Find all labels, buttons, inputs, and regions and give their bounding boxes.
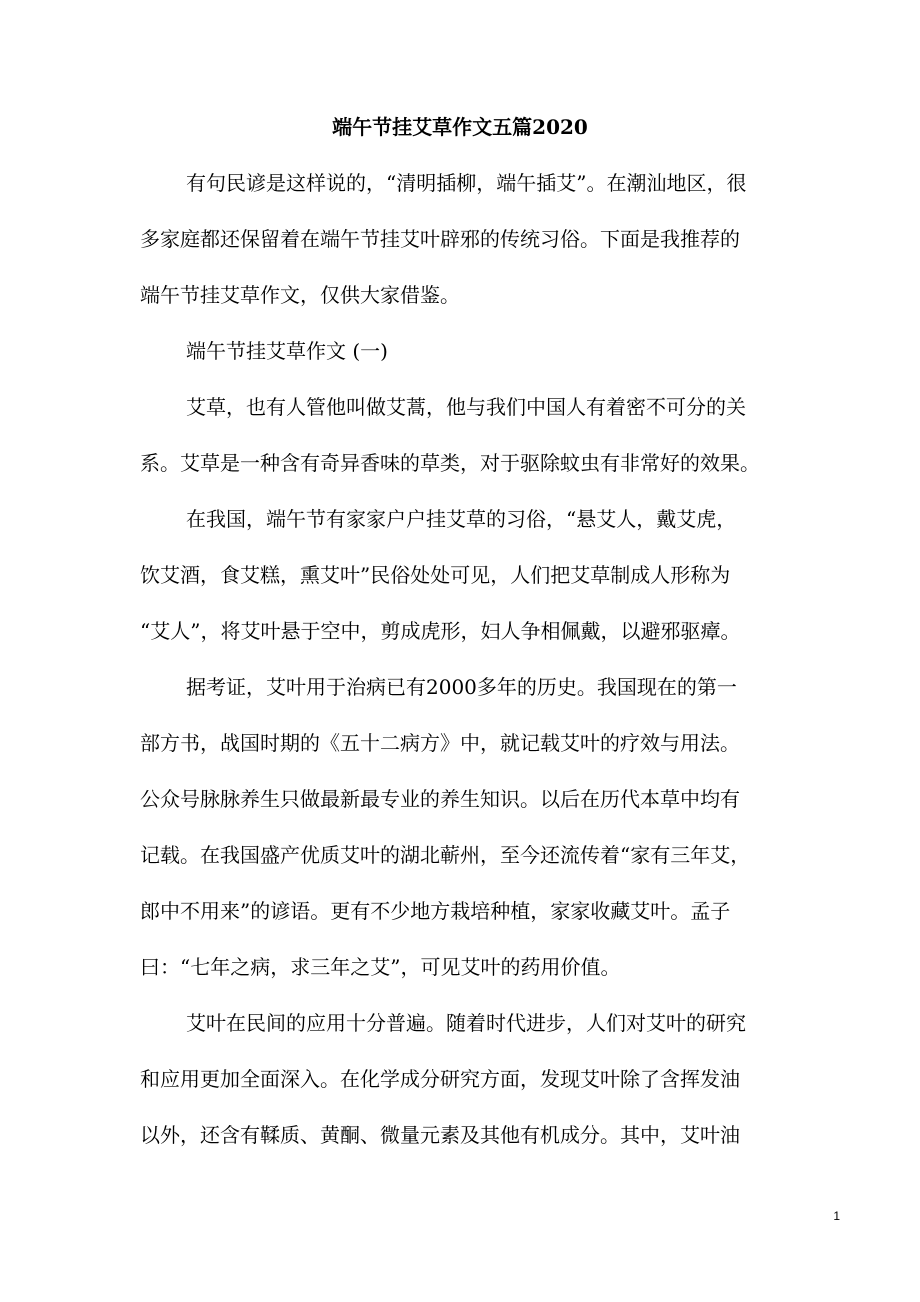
page-number: 1: [833, 1209, 840, 1223]
paragraph-line: 艾草，也有人管他叫做艾蒿，他与我们中国人有着密不可分的关: [186, 395, 746, 419]
paragraph-line: 据考证，艾叶用于治病已有2000多年的历史。我国现在的第一: [186, 675, 737, 699]
paragraph-line: 多家庭都还保留着在端午节挂艾叶辟邪的传统习俗。下面是我推荐的: [140, 227, 740, 251]
paragraph-line: 在我国，端午节有家家户户挂艾草的习俗，“悬艾人，戴艾虎，: [186, 507, 737, 531]
paragraph-line: “艾人”，将艾叶悬于空中，剪成虎形，妇人争相佩戴，以避邪驱瘴。: [140, 619, 741, 643]
paragraph-line: 系。艾草是一种含有奇异香味的草类，对于驱除蚊虫有非常好的效果。: [140, 451, 760, 475]
section-heading: 端午节挂艾草作文 (一): [186, 339, 388, 363]
document-title: 端午节挂艾草作文五篇2020: [332, 115, 588, 139]
paragraph-line: 端午节挂艾草作文，仅供大家借鉴。: [140, 283, 460, 307]
paragraph-line: 和应用更加全面深入。在化学成分研究方面，发现艾叶除了含挥发油: [140, 1067, 740, 1091]
paragraph-line: 部方书，战国时期的《五十二病方》中，就记载艾叶的疗效与用法。: [140, 731, 740, 755]
paragraph-line: 饮艾酒，食艾糕，熏艾叶”民俗处处可见，人们把艾草制成人形称为: [140, 563, 731, 587]
paragraph-line: 艾叶在民间的应用十分普遍。随着时代进步，人们对艾叶的研究: [186, 1011, 746, 1035]
paragraph-line: 记载。在我国盛产优质艾叶的湖北蕲州，至今还流传着“家有三年艾，: [140, 843, 751, 867]
paragraph-line: 郎中不用来”的谚语。更有不少地方栽培种植，家家收藏艾叶。孟子: [140, 899, 731, 923]
paragraph-line: 有句民谚是这样说的，“清明插柳，端午插艾”。在潮汕地区，很: [186, 171, 747, 195]
paragraph-line: 以外，还含有鞣质、黄酮、微量元素及其他有机成分。其中，艾叶油: [140, 1123, 740, 1147]
paragraph-line: 曰：“七年之病，求三年之艾”，可见艾叶的药用价值。: [140, 955, 621, 979]
paragraph-line: 公众号脉脉养生只做最新最专业的养生知识。以后在历代本草中均有: [140, 787, 740, 811]
